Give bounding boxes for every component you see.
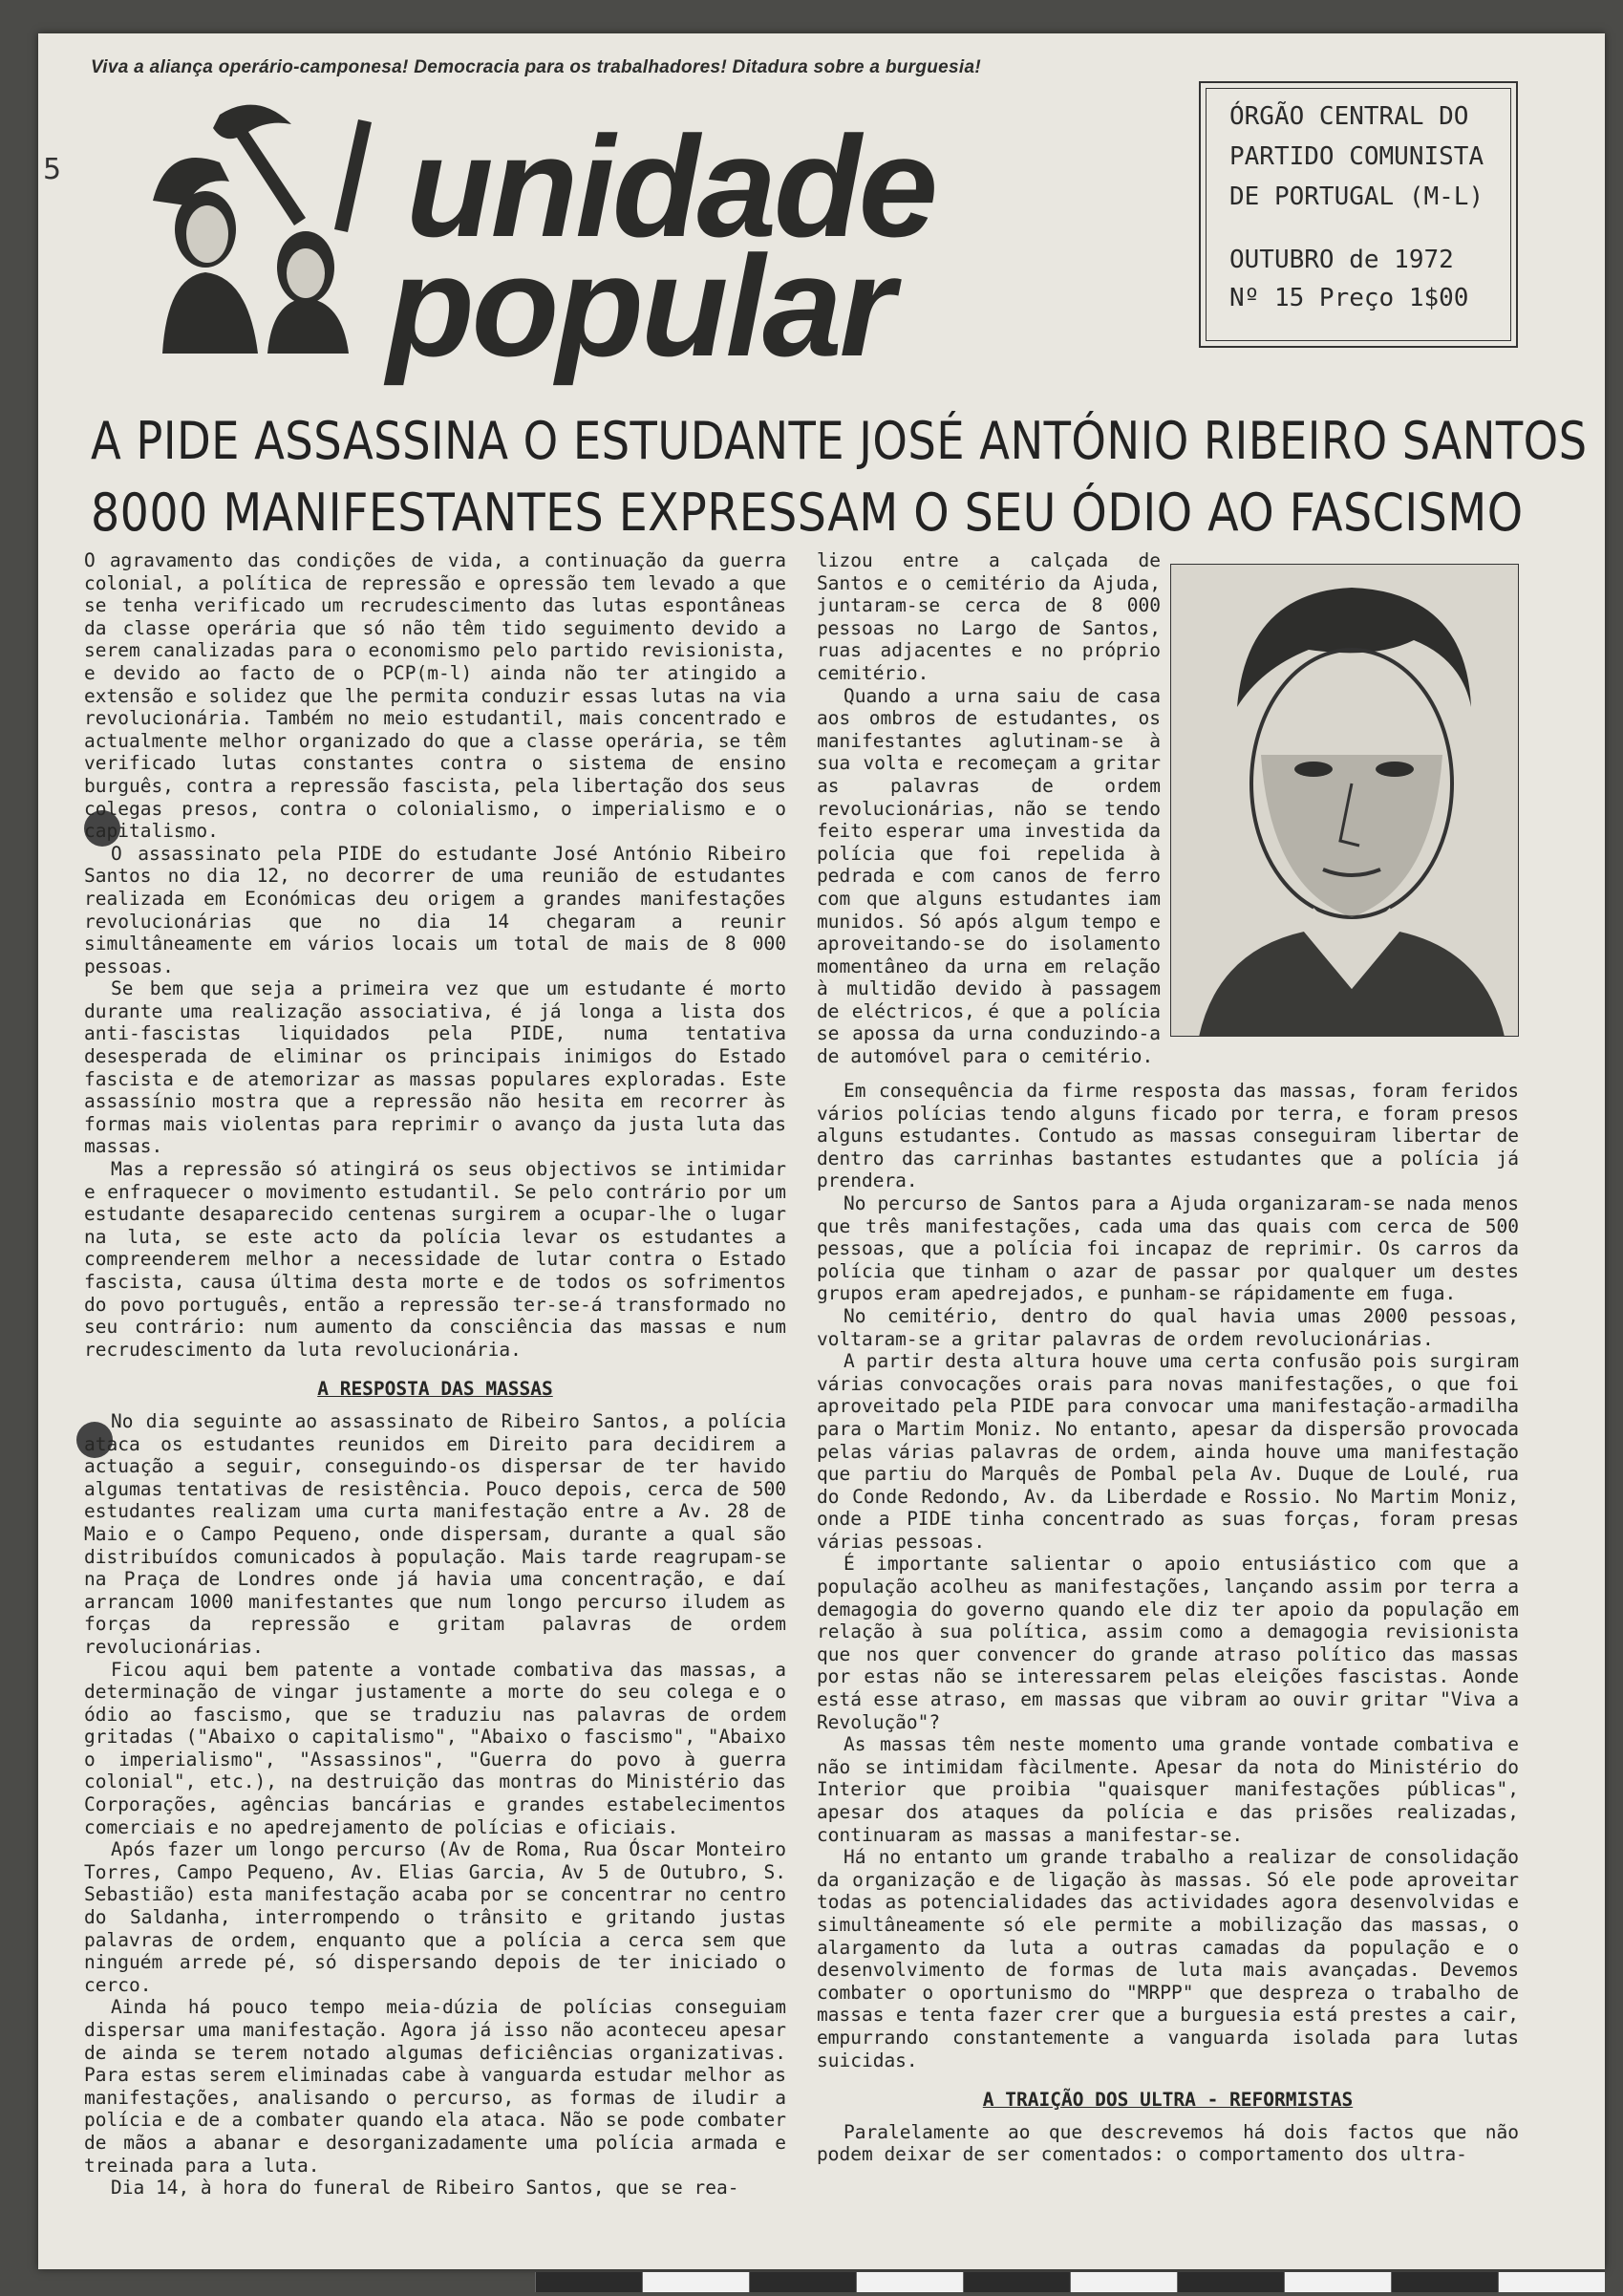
paragraph: Dia 14, à hora do funeral de Ribeiro Santos, que se rea- bbox=[111, 2177, 739, 2199]
headline-line-2: 8000 MANIFESTANTES EXPRESSAM O SEU ÓDIO AO FASCISMO bbox=[91, 483, 1524, 543]
section-heading: A RESPOSTA DAS MASSAS bbox=[317, 1378, 553, 1401]
issue-number-price: Nº 15 Preço 1$00 bbox=[1229, 284, 1469, 312]
section-heading: A TRAIÇÃO DOS ULTRA - REFORMISTAS bbox=[982, 2089, 1354, 2112]
paragraph: Ficou aqui bem patente a vontade combativa das massas, a determinação de vingar justamente a morte do seu colega e o ódio ao fascismo, que se traduziu nas palavras de ordem gritadas ("Abaixo o capitalismo", "Abaixo o fascismo", "Abaixo o imperialismo", "Assassinos", "Guerra do povo à guerra colonial", etc.), na destruição das montras do Ministério das Corporações, agências bancárias e grandes estabelecimentos comerciais e no apedrejamento de polícias e oficiais. bbox=[84, 1658, 786, 1838]
paragraph: O agravamento das condições de vida, a continuação da guerra colonial, a política de repressão e opressão tem levado a que se tenha verificado um recrudescimento das lutas espontâneas da classe operária que só não têm tido seguimento devido a serem canalizadas para o economismo pelo partido revisionista, e devido ao facto de o PCP(m-l) ainda não ter atingido a extensão e solidez que lhe permita conduzir essas lutas na via revolucionária. Também no meio estudantil, mais concentrado e actualmente melhor organizado do que a classe operária, se têm verificado lutas constantes contra o sistema de ensino burguês, contra a repressão fascista, pela libertação dos seus colegas presos, contra o colonialismo, o imperialismo e o capitalismo. bbox=[84, 549, 786, 843]
issue-date: OUTUBRO de 1972 bbox=[1229, 246, 1454, 274]
paragraph: Mas a repressão só atingirá os seus objectivos se intimidar e enfraquecer o movimento estudantil. Se pelo contrário por um estudante desaparecido centenas surgirem a ocupar-lhe o lugar na luta, se este acto da polícia levar os estudantes a compreenderem melhor a necessidade de lutar contra o Estado fascista, causa última desta morte e de todos os sofrimentos do povo português, então a repressão ter-se-á transformado no seu contrário: num aumento da consciência das massas e num recrudescimento da luta revolucionária. bbox=[84, 1158, 786, 1361]
article-right-column bbox=[817, 1080, 1519, 2166]
paragraph: No cemitério, dentro do qual havia umas 2000 pessoas, voltaram-se a gritar palavras de ordem revolucionárias. bbox=[817, 1304, 1519, 1350]
masthead-slogan: Viva a aliança operário-camponesa! Democracia para os trabalhadores! Ditadura sobre a burguesia! bbox=[91, 57, 981, 77]
paragraph: As massas têm neste momento uma grande vontade combativa e não se intimidam fàcilmente. Apesar da nota do Ministério do Interior que proibia "quaisquer manifestações públicas", apesar dos ataques da polícia e das prisões realizadas, continuaram as massas a manifestar-se. bbox=[817, 1733, 1519, 1846]
headline-line-1: A PIDE ASSASSINA O ESTUDANTE JOSÉ ANTÓNIO RIBEIRO SANTOS bbox=[91, 411, 1588, 471]
paragraph: lizou entre a calçada de Santos e o cemitério da Ajuda, juntaram-se cerca de 8 000 pessoas no Largo de Santos, ruas adjacentes e no próprio cemitério. bbox=[817, 549, 1161, 684]
paragraph: O assassinato pela PIDE do estudante José António Ribeiro Santos no dia 12, no decorrer de uma reunião de estudantes realizada em Económicas deu origem a grandes manifestações revolucionárias que no dia 14 chegaram a reunir simultâneamente em vários locais um total de mais de 8 000 pessoas. bbox=[84, 842, 786, 977]
paragraph: A partir desta altura houve uma certa confusão pois surgiram várias convocações orais para novas manifestações, o que foi aproveitado pela PIDE para convocar uma manifestação-armadilha para o Martim Moniz. No entanto, apesar da dispersão provocada pelas várias palavras de ordem, ainda houve uma manifestação que partiu do Marquês de Pombal pela Av. Duque de Loulé, rua do Conde Redondo, Av. da Liberdade e Rossio. No Martim Moniz, onde a PIDE tinha concentrado as suas forças, foram presas várias pessoas. bbox=[817, 1350, 1519, 1553]
paragraph: Em consequência da firme resposta das massas, foram feridos vários polícias tendo alguns ficado por terra, e foram presos alguns estudantes. Contudo as massas conseguiram libertar de dentro das carrinhas bastantes estudantes que a polícia já prendera. bbox=[817, 1080, 1519, 1192]
worker-peasant-emblem bbox=[115, 86, 392, 354]
paragraph: Há no entanto um grande trabalho a realizar de consolidação da organização e de ligação às massas. Só ele pode aproveitar todas as potencialidades das actividades agora desenvolvidas e simultâneamente só ele permite a mobilização das massas, o alargamento da luta a outras camadas da população e o desenvolvimento de formas de luta mais avançadas. Devemos combater o oportunismo do "MRPP" que despreza o trabalho de massas e tenta fazer crer que a burguesia está prestes a cair, empurrando constantemente a vanguarda isolada para lutas suicidas. bbox=[817, 1846, 1519, 2071]
title-popular: popular bbox=[387, 225, 892, 386]
paragraph: No percurso de Santos para a Ajuda organizaram-se nada menos que três manifestações, cada uma das quais com cerca de 500 pessoas, que a polícia foi incapaz de reprimir. Os carros da polícia que tinham o azar de passar por qualquer um destes grupos eram apedrejados, e punham-se rápidamente em fuga. bbox=[817, 1191, 1519, 1305]
handwritten-mark: 5 bbox=[43, 153, 62, 186]
paragraph: No dia seguinte ao assassinato de Ribeiro Santos, a polícia ataca os estudantes reunidos em Direito para decidirem a actuação a seguir, conseguindo-os dispersar de ter havido algumas tentativas de resistência. Pouco depois, cerca de 500 estudantes realizam uma curta manifestação entre a Av. 28 de Maio e o Campo Pequeno, onde dispersam, durante a qual são distribuídos comunicados à população. Mais tarde reagrupam-se na Praça de Londres onde já havia uma concentração, e daí arrancam 1000 manifestantes que num longo percurso iludem as forças da repressão e gritam palavras de ordem revolucionárias. bbox=[84, 1409, 786, 1658]
info-line: DE PORTUGAL (M-L) bbox=[1229, 182, 1484, 211]
article-left-column bbox=[84, 549, 786, 2199]
title-unidade: unidade bbox=[406, 106, 936, 267]
article-right-top-column bbox=[817, 549, 1161, 1068]
publication-info-box bbox=[1199, 81, 1518, 348]
paragraph: Após fazer um longo percurso (Av de Roma, Rua Óscar Monteiro Torres, Campo Pequeno, Av. Elias Garcia, Av 5 de Outubro, S. Sebastião) esta manifestação acaba por se concentrar no centro do Saldanha, interrompendo o trânsito e gritando justas palavras de ordem, enquanto que a polícia a cerca sem que ninguém arrede pé, só dispersando depois de ter iniciado o cerco. bbox=[84, 1838, 786, 1996]
paragraph: Paralelamente ao que descrevemos há dois factos que não podem deixar de ser comentados: o comportamento dos ultra- bbox=[817, 2120, 1519, 2166]
info-line: ÓRGÃO CENTRAL DO bbox=[1229, 102, 1469, 131]
info-line: PARTIDO COMUNISTA bbox=[1229, 142, 1484, 171]
scale-ruler bbox=[535, 2272, 1605, 2292]
paragraph: Quando a urna saiu de casa aos ombros de estudantes, os manifestantes aglutinam-se à sua volta e recomeçam a gritar as palavras de ordem revolucionárias, não se tendo feito esperar uma investida da polícia que foi repelida à pedrada e com canos de ferro com que alguns estudantes iam munidos. Só após algum tempo e aproveitando-se do isolamento momentâneo da urna em relação à multidão devido à passagem de eléctricos, é que a polícia se apossa da urna conduzindo-a de automóvel para o cemitério. bbox=[817, 684, 1161, 1068]
paragraph: É importante salientar o apoio entusiástico com que a população acolheu as manifestações, lançando assim por terra a demagogia do governo quando ele diz ter apoio da população em relação à sua política, assim como a demagogia revisionista que nos quer convencer do grande atraso político das massas por estas não se interessarem pelas eleições fascistas. Aonde está esse atraso, em massas que vibram ao ouvir gritar "Viva a Revolução"? bbox=[817, 1553, 1519, 1733]
portrait-illustration bbox=[1170, 564, 1519, 1037]
paragraph: Ainda há pouco tempo meia-dúzia de polícias conseguiam dispersar uma manifestação. Agora já isso não aconteceu apesar de ainda se terem notado algumas deficiências organizativas. Para estas serem eliminadas cabe à vanguarda estudar melhor as manifestações, analisando o percurso, as formas de iludir a polícia e de a combater quando ela ataca. Não se pode combater de mãos a abanar e desorganizadamente uma polícia armada e treinada para a luta. bbox=[84, 1996, 786, 2177]
paragraph: Se bem que seja a primeira vez que um estudante é morto durante uma realização associativa, é já longa a lista dos anti-fascistas liquidados pela PIDE, numa tentativa desesperada de eliminar os principais inimigos do Estado fascista e de atemorizar as massas populares exploradas. Este assassínio mostra que a repressão não hesita em recorrer às formas mais violentas para reprimir o avanço da justa luta das massas. bbox=[84, 977, 786, 1158]
